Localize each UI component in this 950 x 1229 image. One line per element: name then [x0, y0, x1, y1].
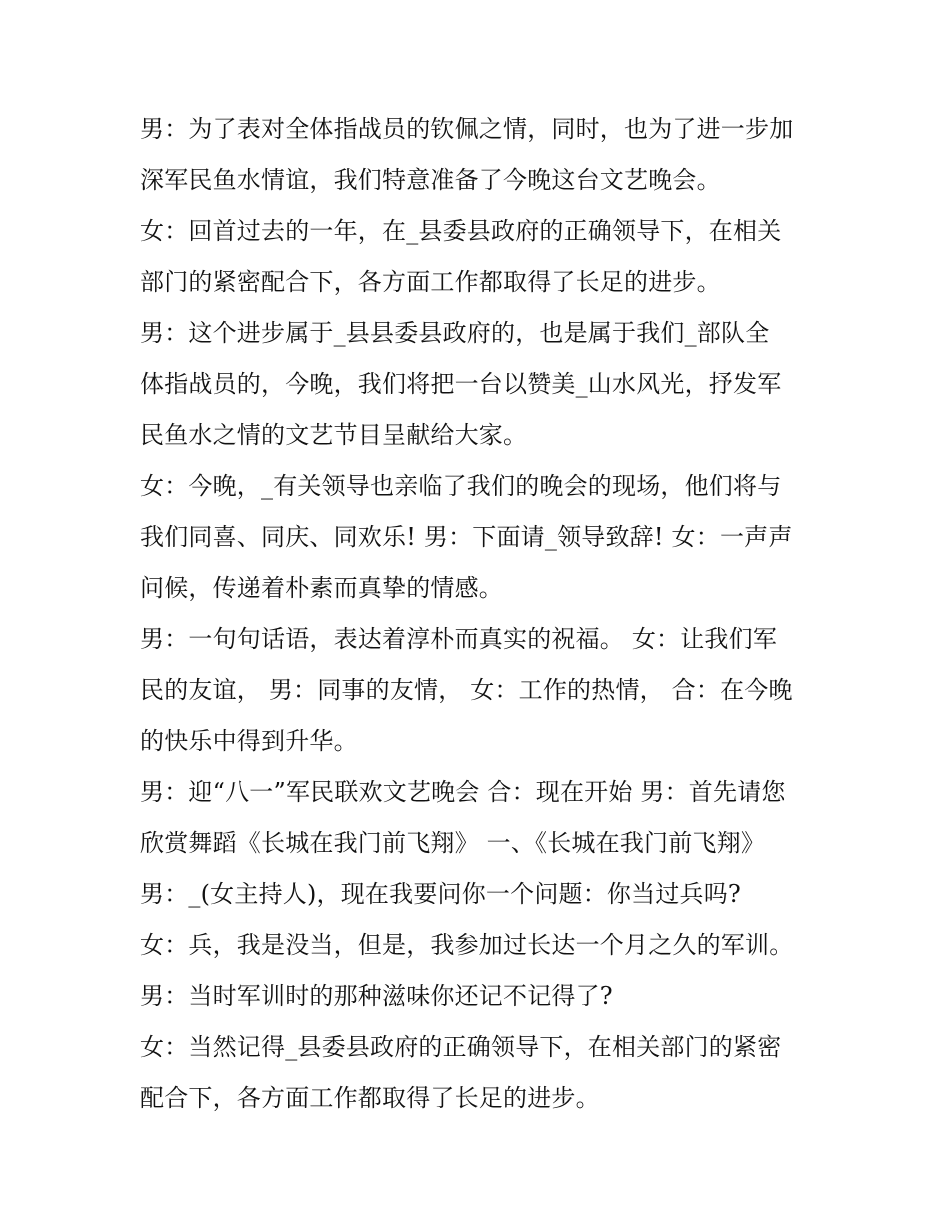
- text-line: 男：当时军训时的那种滋味你还记不记得了?: [140, 982, 613, 1010]
- text-line: 民鱼水之情的文艺节目呈献给大家。: [140, 421, 528, 449]
- text-line: 欣赏舞蹈《长城在我门前飞翔》 一、《长城在我门前飞翔》: [140, 829, 766, 857]
- text-line: 问候，传递着朴素而真挚的情感。: [140, 574, 503, 602]
- paragraph-10: [140, 1022, 830, 1124]
- text-line: 男：一句句话语，表达着淳朴而真实的祝福。 女：让我们军: [140, 625, 778, 653]
- paragraph-9: [140, 971, 830, 1022]
- paragraph-5: [140, 614, 830, 767]
- paragraph-4: [140, 461, 830, 614]
- document-body: [140, 104, 830, 1124]
- text-line: 配合下，各方面工作都取得了长足的进步。: [140, 1084, 600, 1112]
- paragraph-8: [140, 920, 830, 971]
- text-line: 男：_(女主持人)，现在我要问你一个问题：你当过兵吗?: [140, 880, 741, 908]
- text-line: 女：回首过去的一年，在_县委县政府的正确领导下，在相关: [140, 217, 782, 245]
- paragraph-2: [140, 206, 830, 308]
- text-line: 我们同喜、同庆、同欢乐! 男：下面请_领导致辞! 女：一声声: [140, 523, 793, 551]
- text-line: 女：今晚，_有关领导也亲临了我们的晚会的现场，他们将与: [140, 472, 782, 500]
- text-line: 深军民鱼水情谊，我们特意准备了今晚这台文艺晚会。: [140, 166, 721, 194]
- text-line: 男：为了表对全体指战员的钦佩之情，同时，也为了进一步加: [140, 115, 794, 143]
- text-line: 体指战员的，今晚，我们将把一台以赞美_山水风光，抒发军: [140, 370, 782, 398]
- text-line: 民的友谊， 男：同事的友情， 女：工作的热情， 合：在今晚: [140, 676, 793, 704]
- text-line: 部门的紧密配合下，各方面工作都取得了长足的进步。: [140, 268, 721, 296]
- paragraph-1: [140, 104, 830, 206]
- paragraph-3: [140, 308, 830, 461]
- text-line: 的快乐中得到升华。: [140, 727, 358, 755]
- paragraph-6: [140, 767, 830, 869]
- text-line: 女：当然记得_县委县政府的正确领导下，在相关部门的紧密: [140, 1033, 782, 1061]
- text-line: 女：兵，我是没当，但是，我参加过长达一个月之久的军训。: [140, 931, 794, 959]
- text-line: 男：迎“八一”军民联欢文艺晚会 合：现在开始 男：首先请您: [140, 778, 786, 806]
- paragraph-7: [140, 869, 830, 920]
- text-line: 男：这个进步属于_县县委县政府的，也是属于我们_部队全: [140, 319, 770, 347]
